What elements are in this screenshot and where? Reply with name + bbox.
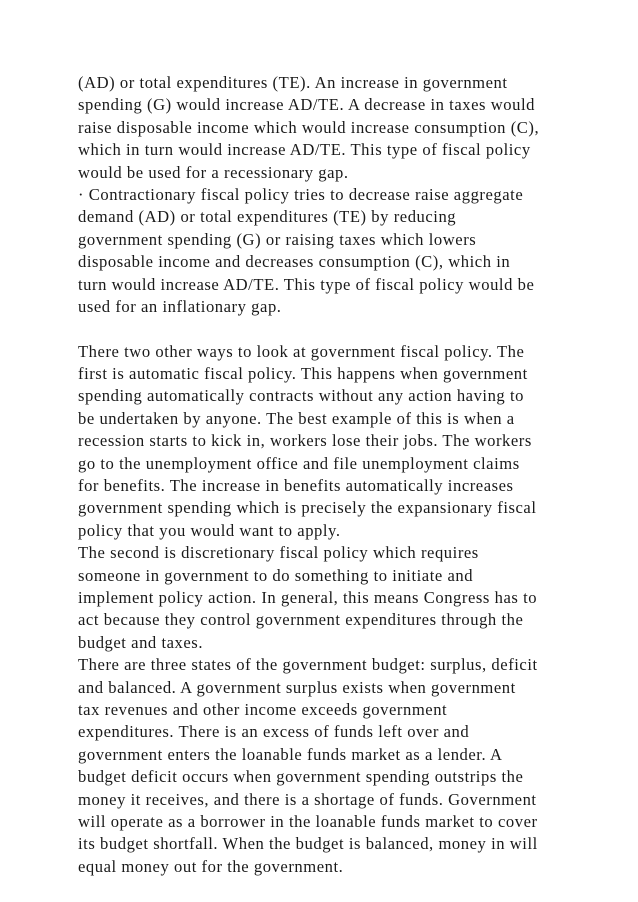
text-line: budget deficit occurs when government spending outstrips the xyxy=(78,767,524,787)
text-line: implement policy action. In general, this means Congress has to xyxy=(78,587,538,607)
text-line: would be used for a recessionary gap. xyxy=(78,162,349,182)
text-line: be undertaken by anyone. The best example of this is when a xyxy=(78,408,515,428)
text-line: budget and taxes. xyxy=(78,632,204,652)
text-line: · Contractionary fiscal policy tries to decrease raise aggregate xyxy=(78,184,524,204)
text-line: recession starts to kick in, workers lose their jobs. The workers xyxy=(78,431,532,451)
text-line: act because they control government expenditures through the xyxy=(78,610,524,630)
text-block-fiscal-policy-types xyxy=(78,72,578,318)
text-line: government enters the loanable funds market as a lender. A xyxy=(78,744,503,764)
text-line: turn would increase AD/TE. This type of fiscal policy would be xyxy=(78,274,535,294)
text-line: for benefits. The increase in benefits automatically increases xyxy=(78,476,514,496)
text-line: The second is discretionary fiscal policy which requires xyxy=(78,543,479,563)
text-line: expenditures. There is an excess of funds left over and xyxy=(78,722,470,742)
text-line: its budget shortfall. When the budget is balanced, money in will xyxy=(78,834,538,854)
text-line: policy that you would want to apply. xyxy=(78,520,341,540)
text-line: and balanced. A government surplus exists when government xyxy=(78,677,516,697)
text-line: government spending which is precisely the expansionary fiscal xyxy=(78,498,537,518)
text-line: There are three states of the government budget: surplus, deficit xyxy=(78,655,538,675)
text-line: money it receives, and there is a shortage of funds. Government xyxy=(78,789,537,809)
text-line: go to the unemployment office and file unemployment claims xyxy=(78,453,520,473)
text-line: disposable income and decreases consumption (C), which in xyxy=(78,252,511,272)
text-block-automatic-discretionary-budget xyxy=(78,341,578,878)
text-line: used for an inflationary gap. xyxy=(78,296,282,316)
text-line: tax revenues and other income exceeds government xyxy=(78,699,448,719)
text-line: someone in government to do something to initiate and xyxy=(78,565,474,585)
document-page xyxy=(78,72,578,878)
text-line: There two other ways to look at government fiscal policy. The xyxy=(78,341,525,361)
text-line: spending automatically contracts without any action having to xyxy=(78,386,524,406)
text-line: raise disposable income which would increase consumption (C), xyxy=(78,117,540,137)
paragraph-gap xyxy=(78,318,578,340)
text-line: spending (G) would increase AD/TE. A decrease in taxes would xyxy=(78,95,535,115)
text-line: government spending (G) or raising taxes which lowers xyxy=(78,229,477,249)
text-line: will operate as a borrower in the loanable funds market to cover xyxy=(78,811,538,831)
text-line: demand (AD) or total expenditures (TE) by reducing xyxy=(78,207,457,227)
text-line: (AD) or total expenditures (TE). An increase in government xyxy=(78,73,508,92)
text-line: equal money out for the government. xyxy=(78,856,344,876)
text-line: first is automatic fiscal policy. This happens when government xyxy=(78,364,528,384)
text-line: which in turn would increase AD/TE. This type of fiscal policy xyxy=(78,140,531,160)
